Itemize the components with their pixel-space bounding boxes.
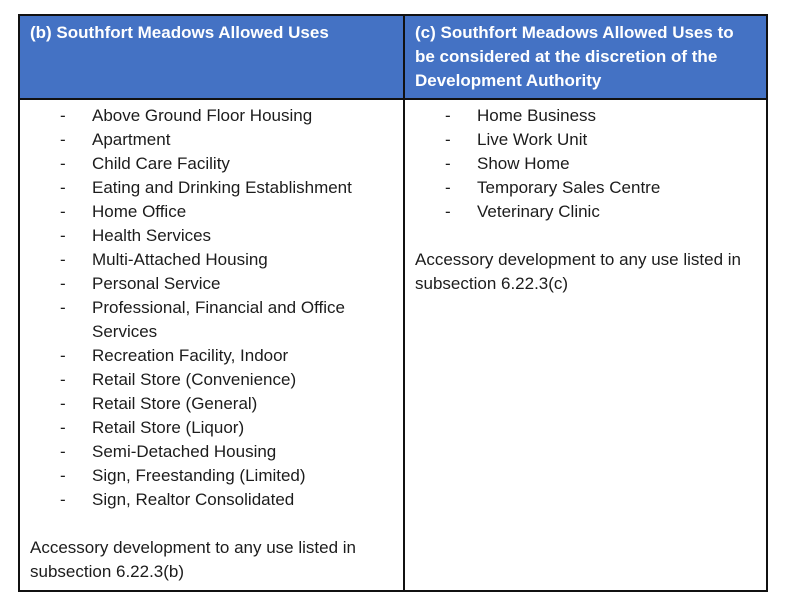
hyphen-bullet: -: [60, 370, 66, 389]
hyphen-bullet: -: [445, 106, 451, 125]
list-item: [30, 344, 393, 368]
body-cell-c: [404, 99, 767, 591]
list-item-label: Recreation Facility, Indoor: [92, 346, 289, 365]
list-item-label: Retail Store (Liquor): [92, 418, 245, 437]
list-item-label: Child Care Facility: [92, 154, 230, 173]
allowed-uses-list-c: [415, 104, 742, 224]
list-item-label: Semi-Detached Housing: [92, 442, 277, 461]
allowed-uses-table: [18, 14, 768, 592]
list-item: [30, 416, 393, 440]
hyphen-bullet: -: [60, 154, 66, 173]
list-item: [415, 200, 742, 224]
header-cell-b: (b) Southfort Meadows Allowed Uses: [19, 15, 404, 99]
list-item: [415, 152, 742, 176]
hyphen-bullet: -: [60, 346, 66, 365]
body-cell-b: [19, 99, 404, 591]
list-item-label: Eating and Drinking Establishment: [92, 178, 352, 197]
list-item: [30, 464, 393, 488]
list-item-label: Retail Store (General): [92, 394, 258, 413]
list-item: [30, 200, 393, 224]
hyphen-bullet: -: [445, 178, 451, 197]
hyphen-bullet: -: [60, 130, 66, 149]
list-item: [30, 224, 393, 248]
hyphen-bullet: -: [60, 298, 66, 317]
list-item: [30, 128, 393, 152]
hyphen-bullet: -: [60, 466, 66, 485]
list-item: [415, 176, 742, 200]
list-item-label: Show Home: [477, 154, 570, 173]
list-item-label: Apartment: [92, 130, 171, 149]
list-item-label: Above Ground Floor Housing: [92, 106, 313, 125]
list-item-label: Professional, Financial and Office Services: [92, 298, 345, 341]
allowed-uses-list-b: [30, 104, 393, 512]
list-item-label: Home Business: [477, 106, 597, 125]
list-item-label: Personal Service: [92, 274, 221, 293]
list-item-label: Temporary Sales Centre: [477, 178, 661, 197]
list-item: [415, 104, 742, 128]
hyphen-bullet: -: [60, 418, 66, 437]
hyphen-bullet: -: [445, 130, 451, 149]
header-row: [19, 15, 767, 99]
hyphen-bullet: -: [60, 442, 66, 461]
accessory-note-c: Accessory development to any use listed in subsection 6.22.3(c): [415, 250, 742, 293]
list-item: [30, 176, 393, 200]
list-item: [30, 296, 393, 344]
header-cell-c: (c) Southfort Meadows Allowed Uses to be considered at the discretion of the Development Authority: [404, 15, 767, 99]
hyphen-bullet: -: [445, 154, 451, 173]
hyphen-bullet: -: [60, 226, 66, 245]
list-item-label: Sign, Freestanding (Limited): [92, 466, 306, 485]
list-item: [30, 392, 393, 416]
body-row: [19, 99, 767, 591]
list-item: [30, 368, 393, 392]
list-item: [30, 152, 393, 176]
hyphen-bullet: -: [60, 202, 66, 221]
hyphen-bullet: -: [60, 274, 66, 293]
list-item: [30, 272, 393, 296]
list-item: [30, 488, 393, 512]
list-item-label: Sign, Realtor Consolidated: [92, 490, 295, 509]
hyphen-bullet: -: [445, 202, 451, 221]
list-item-label: Veterinary Clinic: [477, 202, 600, 221]
list-item-label: Home Office: [92, 202, 187, 221]
hyphen-bullet: -: [60, 178, 66, 197]
accessory-note-b: Accessory development to any use listed in subsection 6.22.3(b): [30, 538, 357, 581]
list-item: [30, 248, 393, 272]
list-item-label: Retail Store (Convenience): [92, 370, 297, 389]
list-item-label: Health Services: [92, 226, 212, 245]
list-item-label: Multi-Attached Housing: [92, 250, 268, 269]
hyphen-bullet: -: [60, 106, 66, 125]
list-item: [415, 128, 742, 152]
hyphen-bullet: -: [60, 394, 66, 413]
hyphen-bullet: -: [60, 490, 66, 509]
list-item: [30, 440, 393, 464]
hyphen-bullet: -: [60, 250, 66, 269]
list-item-label: Live Work Unit: [477, 130, 588, 149]
list-item: [30, 104, 393, 128]
